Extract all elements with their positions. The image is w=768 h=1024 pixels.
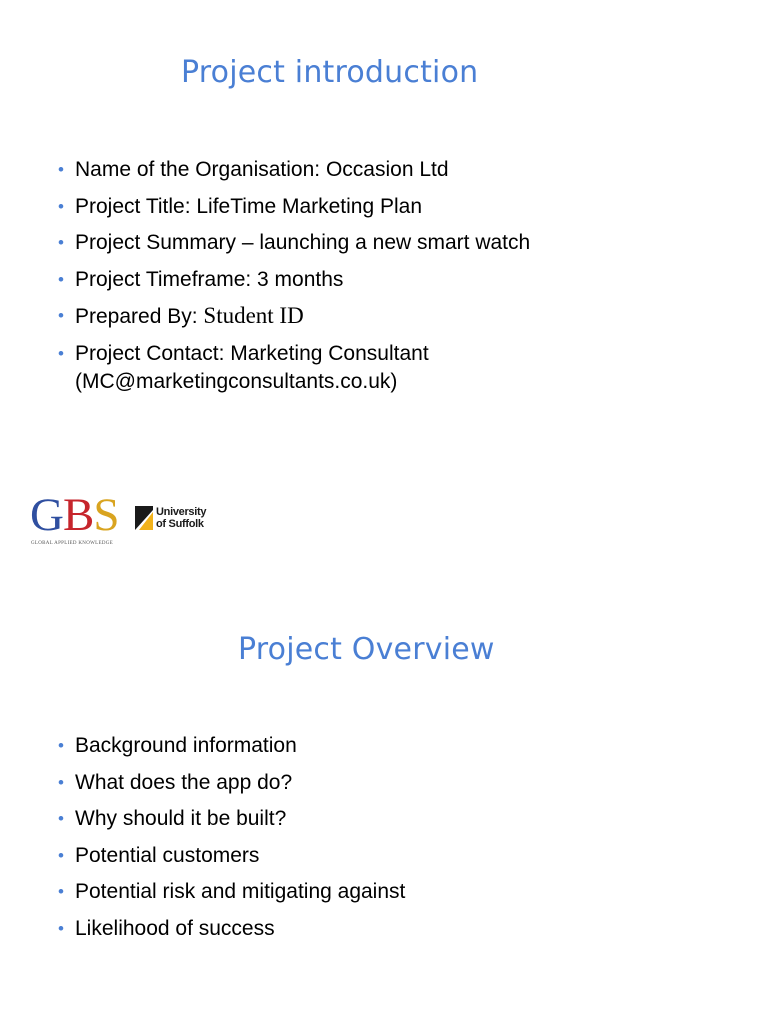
list-item (58, 193, 698, 221)
list-item (58, 732, 698, 760)
bullet-dot-icon: • (58, 306, 64, 325)
list-item-text: What does the app do? (75, 770, 293, 794)
bullet-dot-icon: • (58, 233, 64, 252)
list-item-text: Likelihood of success (75, 916, 275, 940)
bullet-dot-icon: • (58, 845, 64, 865)
list-item (58, 266, 698, 294)
slide-title: Project Overview (238, 632, 495, 667)
gbs-logo (30, 489, 120, 550)
bullet-dot-icon: • (58, 809, 64, 828)
bullet-dot-icon: • (58, 160, 64, 179)
list-item-text: Prepared By: (75, 305, 204, 328)
list-item-text: Project Contact: Marketing Consultant (75, 341, 429, 365)
suffolk-logo-icon (135, 506, 153, 530)
suffolk-logo-text: University of Suffolk (156, 506, 207, 530)
list-item-text: Potential customers (75, 843, 260, 867)
bullet-dot-icon: • (58, 882, 64, 901)
bullet-dot-icon: • (58, 918, 64, 938)
list-item-text: Why should it be built? (75, 807, 287, 830)
gbs-logo-letters: GBS (30, 489, 119, 541)
slide-title: Project introduction (181, 55, 479, 90)
bullet-list (58, 732, 698, 951)
list-item-text: Name of the Organisation: Occasion Ltd (75, 158, 449, 181)
bullet-dot-icon: • (58, 196, 64, 216)
list-item (58, 229, 698, 257)
contact-email: (MC@marketingconsultants.co.uk) (75, 369, 398, 393)
list-item (58, 769, 698, 797)
list-item (58, 156, 698, 184)
prepared-by-value: Student ID (203, 303, 304, 328)
bullet-list (58, 156, 698, 404)
bullet-dot-icon: • (58, 736, 64, 755)
list-item (58, 340, 698, 396)
list-item (58, 842, 698, 870)
list-item (58, 302, 698, 331)
list-item (58, 878, 698, 906)
list-item-text: Project Summary – launching a new smart watch (75, 231, 531, 254)
gbs-logo-tagline: GLOBAL APPLIED KNOWLEDGE (31, 541, 114, 546)
list-item-text: Potential risk and mitigating against (75, 880, 406, 903)
bullet-dot-icon: • (58, 343, 64, 363)
bullet-dot-icon: • (58, 269, 64, 289)
list-item-text: Project Timeframe: 3 months (75, 267, 344, 291)
list-item-text: Project Title: LifeTime Marketing Plan (75, 194, 423, 218)
list-item (58, 915, 698, 943)
list-item (58, 805, 698, 833)
slide-project-overview (0, 590, 768, 1024)
list-item-text: Background information (75, 734, 297, 757)
university-of-suffolk-logo (135, 506, 235, 536)
bullet-dot-icon: • (58, 772, 64, 792)
logo-area (30, 489, 230, 550)
